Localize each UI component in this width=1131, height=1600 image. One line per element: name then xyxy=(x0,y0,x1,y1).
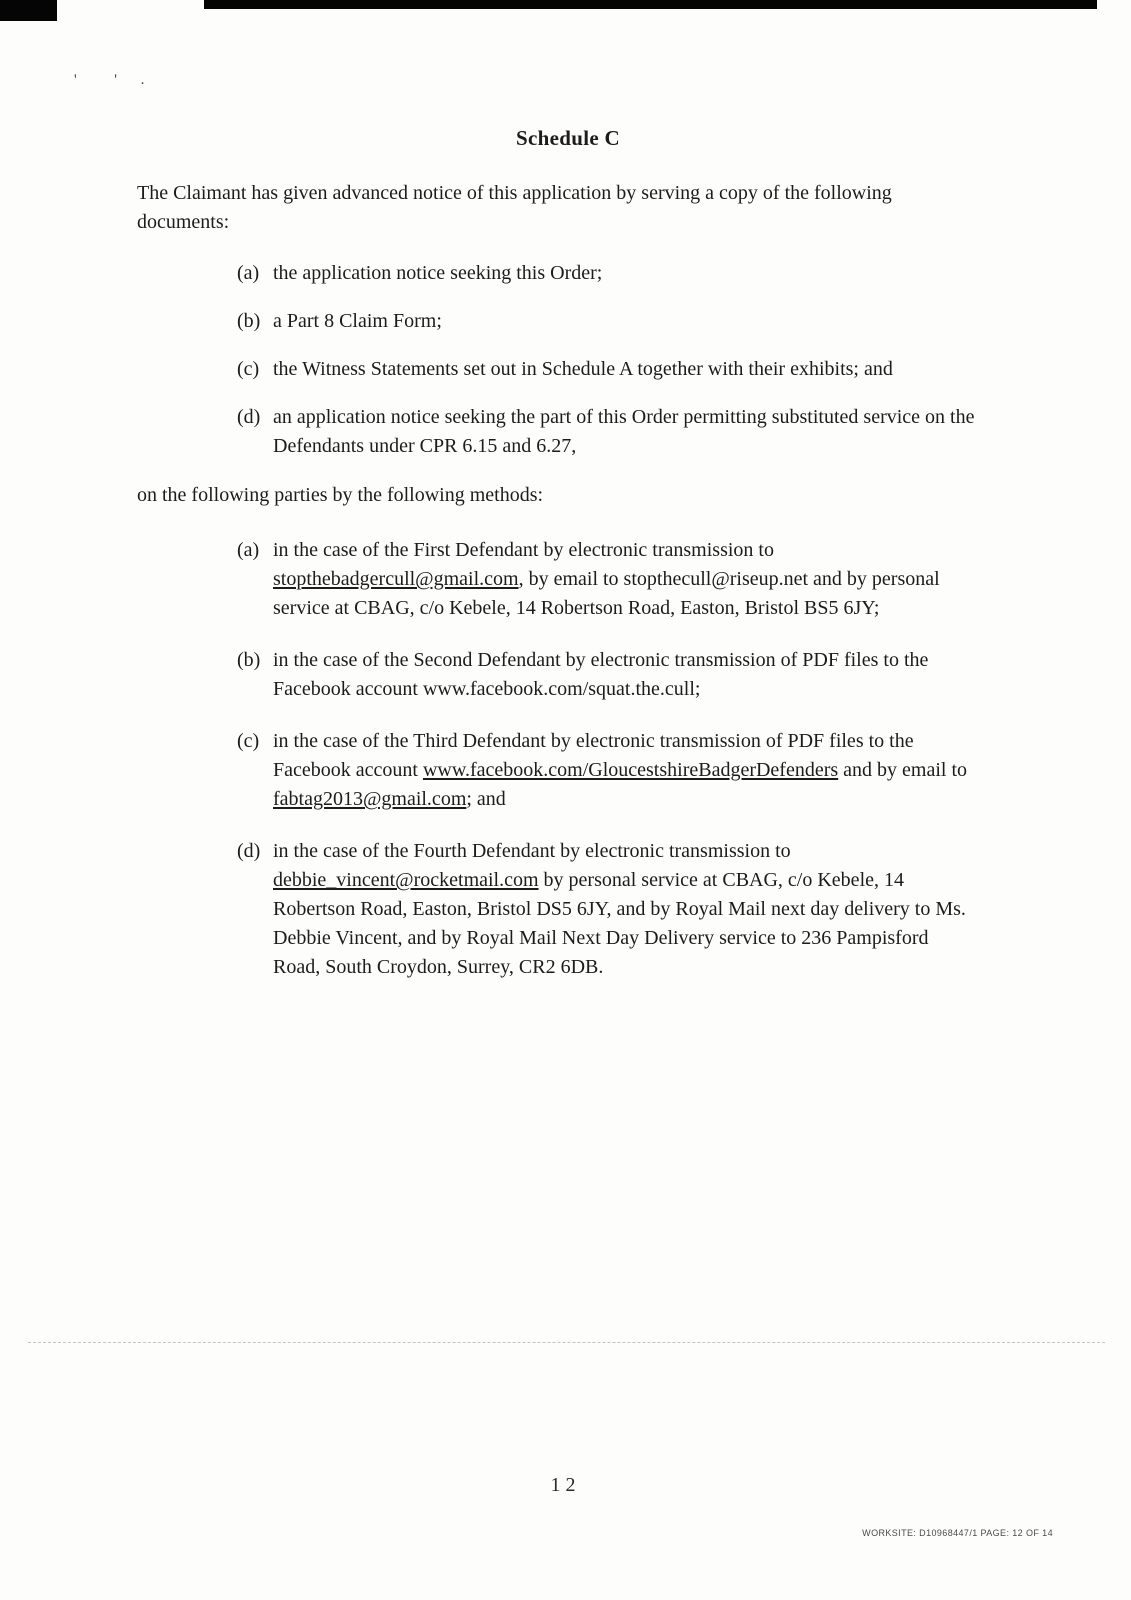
scan-fold-line xyxy=(28,1342,1105,1343)
list-item xyxy=(237,646,999,704)
text-segment: the application notice seeking this Order; xyxy=(273,262,603,284)
list-item xyxy=(237,837,999,982)
underlined-address: stopthebadgercull@gmail.com xyxy=(273,568,519,590)
text-segment: , by email to stopthecull@riseup.net and by personal service at CBAG, c/o Kebele, 14 Robertson Road, Easton, Bristol BS5 6JY; xyxy=(273,568,940,619)
scan-mark: ' ' . xyxy=(74,72,155,88)
list-item xyxy=(237,355,999,384)
list-item-label: (b) xyxy=(237,310,261,332)
underlined-address: www.facebook.com/GloucestshireBadgerDefenders xyxy=(422,759,839,781)
list-item-label: (a) xyxy=(237,539,260,561)
list-item xyxy=(237,307,999,336)
intro-paragraph: The Claimant has given advanced notice of this application by serving a copy of the following documents: xyxy=(137,182,892,233)
page-number: 12 xyxy=(550,1474,581,1496)
underlined-address: fabtag2013@gmail.com xyxy=(273,788,467,810)
documents-list xyxy=(237,259,999,461)
worksite-reference-footer: WORKSITE: D10968447/1 PAGE: 12 OF 14 xyxy=(862,1528,1053,1538)
scan-artifact-top-left xyxy=(0,0,57,21)
list-item-text xyxy=(273,307,442,336)
text-segment: in the case of the Second Defendant by electronic transmission of PDF files to the Facebook account www.facebook.com/squat.the.cull; xyxy=(273,649,929,700)
text-segment: and by email to xyxy=(838,759,968,781)
list-item xyxy=(237,536,999,623)
text-segment: by personal service at CBAG, c/o Kebele, 14 Robertson Road, Easton, Bristol DS5 6JY, and by Royal Mail next day delivery to Ms. Debbie Vincent, and by Royal Mail Next Day Delivery service to 236 Pampisford Road, South Croydon, Surrey, CR2 6DB. xyxy=(273,869,966,978)
underlined-address: debbie_vincent@rocketmail.com xyxy=(273,869,539,891)
text-segment: in the case of the Fourth Defendant by electronic transmission to xyxy=(273,840,791,862)
list-item-text xyxy=(273,727,978,814)
text-segment: a Part 8 Claim Form; xyxy=(273,310,442,332)
text-segment: the Witness Statements set out in Schedule A together with their exhibits; and xyxy=(273,358,893,380)
list-item-text xyxy=(273,259,602,288)
page-title: Schedule C xyxy=(516,126,620,150)
list-item-label: (b) xyxy=(237,649,261,671)
list-item xyxy=(237,403,999,461)
list-item-label: (d) xyxy=(237,406,261,428)
methods-intro-paragraph: on the following parties by the following methods: xyxy=(137,484,544,506)
list-item xyxy=(237,727,999,814)
list-item-text xyxy=(273,646,978,704)
list-item-label: (c) xyxy=(237,358,260,380)
list-item-text xyxy=(273,536,978,623)
list-item-label: (a) xyxy=(237,262,260,284)
document-content xyxy=(137,126,999,1005)
list-item-text xyxy=(273,837,978,982)
scan-artifact-top-strip xyxy=(204,0,1097,9)
list-item-text xyxy=(273,355,893,384)
text-segment: an application notice seeking the part of this Order permitting substituted service on the Defendants under CPR 6.15 and 6.27, xyxy=(273,406,975,457)
list-item-label: (c) xyxy=(237,730,260,752)
list-item-label: (d) xyxy=(237,840,261,862)
text-segment: in the case of the Third Defendant by electronic transmission of PDF files to the Facebook account xyxy=(273,730,914,781)
text-segment: ; and xyxy=(466,788,506,810)
service-methods-list xyxy=(237,536,999,982)
text-segment: in the case of the First Defendant by electronic transmission to xyxy=(273,539,774,561)
list-item-text xyxy=(273,403,985,461)
list-item xyxy=(237,259,999,288)
